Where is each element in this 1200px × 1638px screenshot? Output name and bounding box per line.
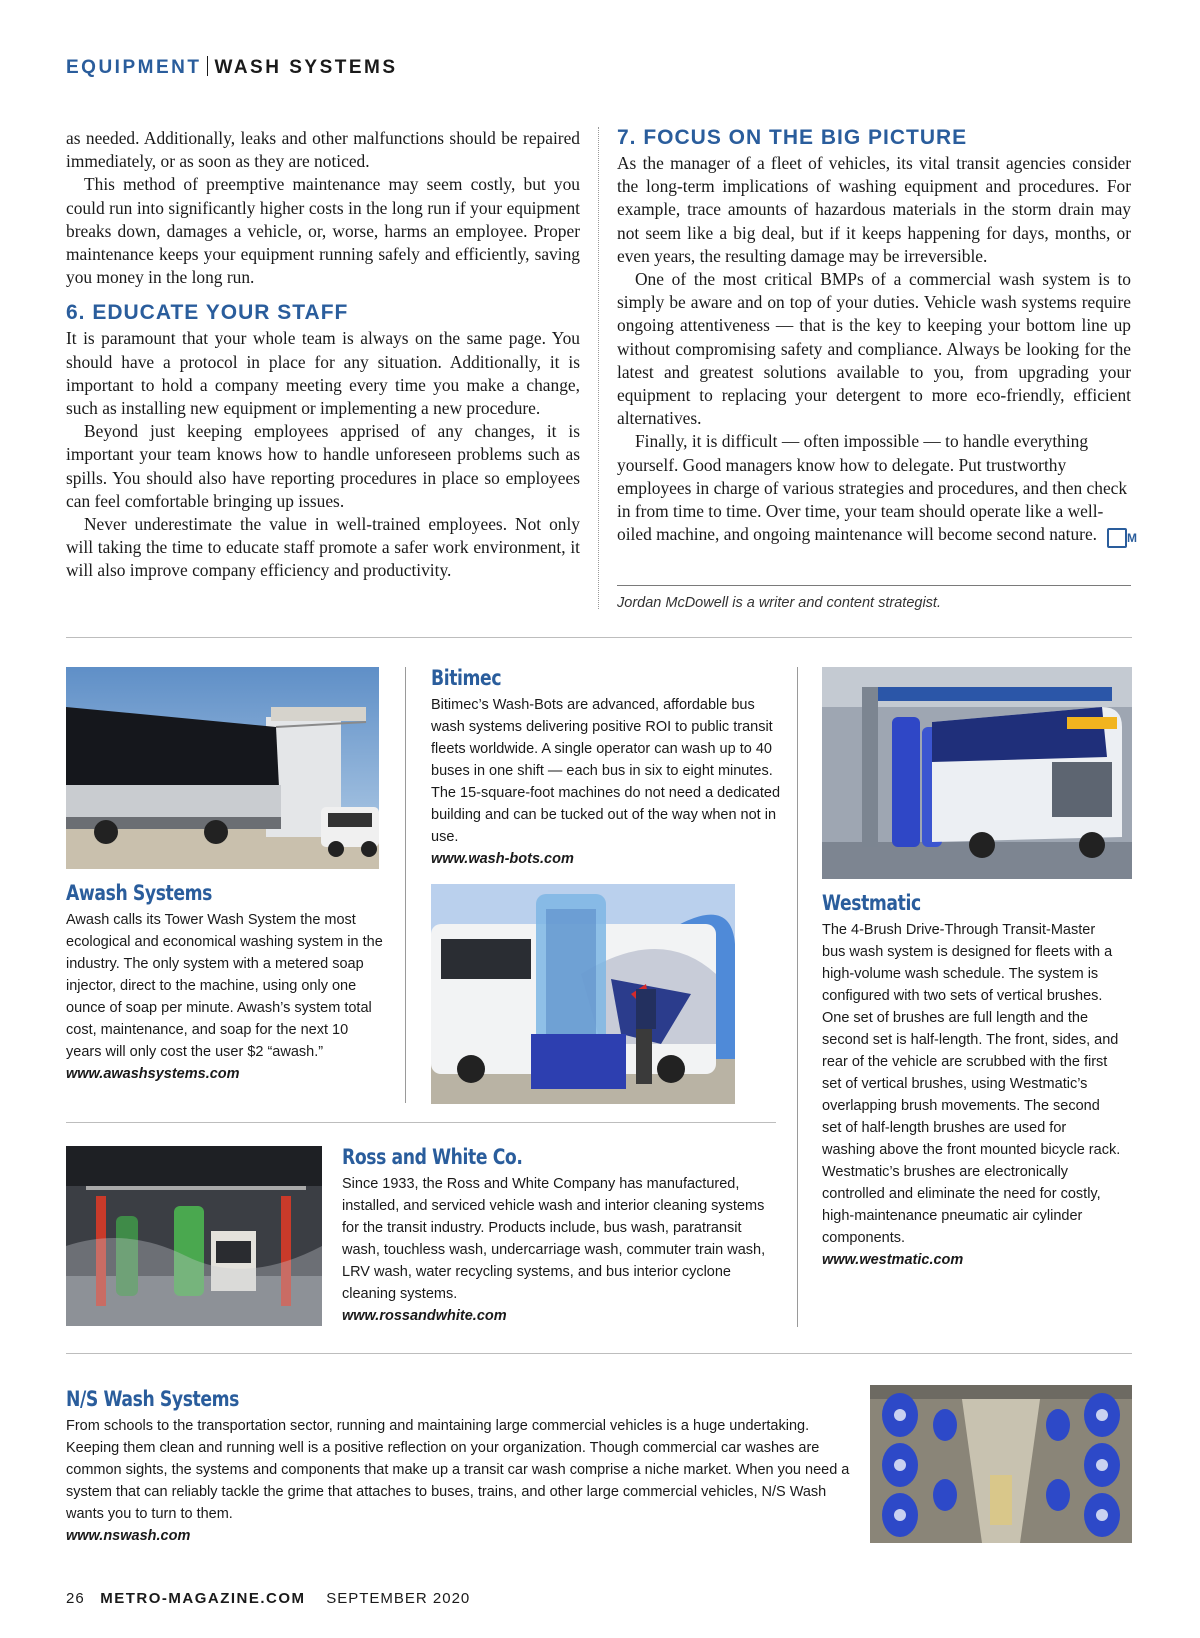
vendor-nswash [66,1385,851,1547]
vendor-url: www.awashsystems.com [66,1066,240,1082]
article-paragraph: Beyond just keeping employees apprised of any changes, it is important your team knows how to handle unforeseen problems such as spills. You should also have reporting procedures in place so employees can feel comfortable bringing up issues. [66,421,580,511]
article-left-column [66,127,580,583]
article-paragraph: It is paramount that your whole team is always on the same page. You should have a protocol in place for any situation. Additionally, it is important to hold a company meeting every time you make a change, such as installing new equipment or implementing a new procedure. [66,328,580,419]
vendor-name: Awash Systems [66,881,213,905]
vendor-name: Ross and White Co. [342,1145,523,1169]
vendor-description: Awash calls its Tower Wash System the most ecological and economical washing system in the industry. The only system with a metered soap injector, direct to the machine, using only one ounce of soap per minute. Awash’s system total cost, maintenance, and soap for the next 10 years will only cost the user $2 “awash.” [66,912,383,1060]
end-mark-icon: M [1107,528,1127,548]
vendor-name: Bitimec [431,666,502,690]
section-label: EQUIPMENT [66,57,202,78]
vendor-url: www.wash-bots.com [431,851,574,867]
vendor-description: The 4-Brush Drive-Through Transit-Master bus wash system is designed for fleets with a high-volume wash schedule. The system is configured with two sets of vertical brushes. One set of brushes are full length and the second set is half-length. The front, sides, and rear of the vehicle are scrubbed with the first set of vertical brushes, using Westmatic’s overlapping brush movements. The second set of half-length brushes are used for washing above the front mounted bicycle rack. Westmatic’s brushes are electronically controlled and eliminate the need for costly, high-maintenance pneumatic air cylinder components. [822,922,1121,1246]
topic-label: WASH SYSTEMS [214,57,398,78]
page-number: 26 [66,1590,85,1607]
header-divider [207,56,208,76]
vendor-name: N/S Wash Systems [66,1387,240,1411]
article-paragraph-last [617,430,1138,548]
vendor-bitimec [431,664,791,870]
vendor-url: www.rossandwhite.com [342,1308,507,1324]
vendor-url: www.nswash.com [66,1528,191,1544]
article-paragraph: as needed. Additionally, leaks and other malfunctions should be repaired immediately, or as soon as they are noticed. [66,128,580,172]
author-byline: Jordan McDowell is a writer and content strategist. [617,595,941,611]
vendor-description: From schools to the transportation sector, running and maintaining large commercial vehicles is a huge undertaking. Keeping them clean and running well is a positive reflection on your organization. Though commercial car washes are common sights, the systems and components that make up a transit car wash comprise a niche market. When you need a system that can reliably tackle the grime that attaches to buses, trains, and other large commercial vehicles, N/S Wash wants you to turn to them. [66,1418,850,1522]
vendor-divider [797,667,798,1327]
rosswhite-photo [66,1146,322,1326]
vendor-westmatic [822,889,1122,1271]
article-paragraph: This method of preemptive maintenance may seem costly, but you could run into significantly higher costs in the long run if your equipment breaks down, damages a vehicle, or, worse, harms an employee. Proper maintenance keeps your equipment running safely and efficiently, saving you money in the long run. [66,174,580,288]
vendor-name: Westmatic [822,891,921,915]
article-right-column [617,124,1138,548]
westmatic-photo [822,667,1132,879]
byline-rule [617,585,1131,586]
vendor-description: Since 1933, the Ross and White Company has manufactured, installed, and serviced vehicle wash and interior cleaning systems for the transit industry. Products include, bus wash, paratransit wash, touchless wash, undercarriage wash, commuter train wash, LRV wash, water recycling systems, and bus interior cyclone cleaning systems. [342,1176,766,1302]
issue-date: SEPTEMBER 2020 [326,1590,471,1607]
article-paragraph-text: Finally, it is difficult — often impossible — to handle everything yourself. Good managers know how to delegate. Put trustworthy employees in charge of various strategies and procedures, and then check in from time to time. Over time, your team should operate like a well-oiled machine, and ongoing maintenance will become second nature. [617,431,1128,545]
bitimec-photo [431,884,735,1104]
section-rule [66,637,1132,638]
awash-photo [66,667,379,869]
vendor-rule [66,1353,1132,1354]
nswash-photo [870,1385,1132,1543]
vendor-divider [405,667,406,1103]
vendor-url: www.westmatic.com [822,1252,964,1268]
vendor-awash [66,879,386,1085]
column-divider [598,127,599,609]
vendor-rosswhite [342,1143,778,1327]
page-footer [66,1590,470,1607]
article-paragraph: One of the most critical BMPs of a commercial wash system is to simply be aware and on top of your duties. Vehicle wash systems require ongoing attentiveness — that is the key to keeping your bottom line up without compromising safety and compliance. Always be looking for the latest and greatest solutions available to you, from upgrading your equipment to replacing your detergent to more eco-friendly, efficient alternatives. [617,269,1131,429]
article-paragraph: As the manager of a fleet of vehicles, its vital transit agencies consider the long-term implications of washing equipment and procedures. For example, trace amounts of hazardous materials in the storm drain may not seem like a big deal, but if it keeps happening for days, months, or even years, the resulting damage may be irreversible. [617,153,1131,266]
vendor-rule [66,1122,776,1123]
article-paragraph: Never underestimate the value in well-trained employees. Not only will taking the time to educate staff promote a safer work environment, it will also improve company efficiency and productivity. [66,514,580,581]
heading-educate-staff: 6. EDUCATE YOUR STAFF [66,301,349,325]
site-name: METRO-MAGAZINE.COM [100,1590,306,1607]
section-header [66,56,398,79]
vendor-description: Bitimec’s Wash-Bots are advanced, affordable bus wash systems delivering positive ROI to public transit fleets worldwide. A single operator can wash up to 40 buses in one shift — each bus in six to eight minutes. The 15-square-foot machines do not need a dedicated building and can be tucked out of the way when not in use. [431,697,781,845]
heading-big-picture: 7. FOCUS ON THE BIG PICTURE [617,126,968,149]
